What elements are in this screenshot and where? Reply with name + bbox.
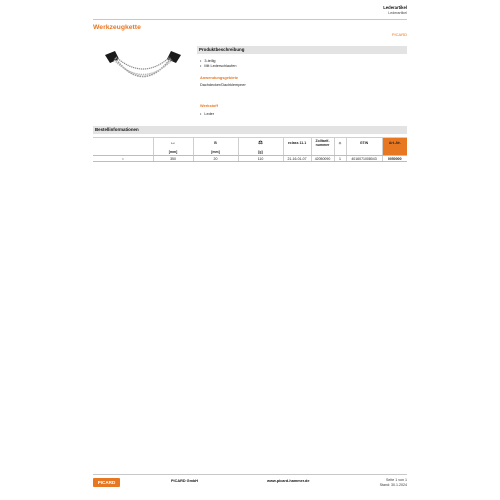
footer-divider [93,474,407,475]
description-bullets [200,59,236,69]
order-table [93,137,407,162]
row-gtin: 4016071008043 [346,156,382,162]
footer-company: PICARD GmbH [171,479,199,483]
material-heading: Werkstoff [200,103,218,108]
table-row [93,156,407,162]
tool-chain-image [101,49,185,89]
usage-heading: Anwendungsgebiete [200,75,239,80]
row-length: 350 [153,156,193,162]
material-bullet: • Leder [200,112,214,117]
unit-empty [334,149,346,156]
picard-logo [93,478,120,487]
package-icon: ⬦ [334,138,346,149]
col-art-header: Art.-Nr. [382,138,407,149]
col-eclass-header: eclass 11.1 [283,138,311,149]
page-number: Seite 1 von 1 [386,478,407,482]
length-arrow-icon: ↔ [153,138,193,149]
row-article-number: 0050000 [382,156,407,162]
unit-empty [93,149,153,156]
row-pack: 1 [334,156,346,162]
unit-art [382,149,407,156]
header-divider [93,19,407,20]
unit-empty [311,149,334,156]
unit-weight: [g] [238,149,283,156]
unit-length: [mm] [153,149,193,156]
col-tariff-header: Zolltarif-nummer [311,138,334,149]
date-stamp: Stand: 30.1.2024 [379,482,407,487]
table-unit-row [93,149,407,156]
footer-page-info [380,478,407,488]
weight-icon: ⚖ [238,138,283,149]
row-weight: 110 [238,156,283,162]
row-width: 20 [193,156,238,162]
row-eclass: 21-16-01-07 [283,156,311,162]
description-bullet: • 3-teilig [200,59,236,64]
category-title: Lederartikel [383,5,407,10]
usage-text: Dachdecker/Dachklempner [200,83,246,87]
category-subtitle: Lederartikel [388,11,407,15]
col-icon-header [93,138,153,149]
description-bullet: • Mit Lederschlaufen [200,64,236,69]
order-info-heading: Bestellinformationen [93,126,407,134]
col-gtin-header: GTIN [346,138,382,149]
unit-empty [283,149,311,156]
product-title: Werkzeugkette [93,24,141,31]
table-header-row [93,138,407,149]
category-block [383,5,407,15]
unit-empty [346,149,382,156]
product-description-heading: Produktbeschreibung [197,46,407,54]
col-width-header: B [193,138,238,149]
brand-label: PICARD [391,32,407,37]
unit-width: [mm] [193,149,238,156]
material-bullets [200,112,214,117]
row-icon: ○ [93,156,153,162]
footer-website-link[interactable]: www.picard-hammer.de [267,479,310,483]
row-tariff: 42050090 [311,156,334,162]
logo-text: PICARD [97,480,116,485]
